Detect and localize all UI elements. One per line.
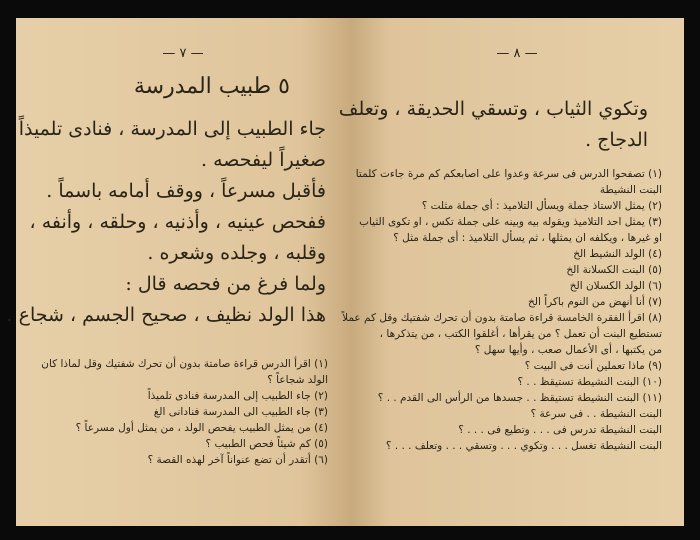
left-page xyxy=(6,18,350,526)
story-line: وقلبه ، وجلده وشعره . xyxy=(147,242,326,264)
exercise-list xyxy=(342,166,662,454)
exercise-line: البنت النشيطة تغسل . . . وتكوي . . . وتسقي . . . وتعلف . . . ؟ xyxy=(385,440,662,452)
exercise-line: (٤) الولد النشيط الخ xyxy=(573,248,662,260)
exercise-line: (٢) يمثل الاستاذ جملة ويسأل التلاميذ : أى جملة مثلت ؟ xyxy=(421,200,662,212)
story-line: وتكوي الثياب ، وتسقي الحديقة ، وتعلف xyxy=(338,98,648,120)
story-line: هذا الولد نظيف ، صحيح الجسم ، شجاع . xyxy=(6,304,326,326)
page-number: — ٧ — xyxy=(162,46,204,61)
lesson-title: ٥ طبيب المدرسة xyxy=(133,74,290,99)
exercise-line: (٦) الولد الكسلان الخ xyxy=(569,280,662,292)
story-line: صغيراً ليفحصه . xyxy=(201,149,326,171)
story-line: ولما فرغ من فحصه قال : xyxy=(125,273,326,295)
story-line: جاء الطبيب إلى المدرسة ، فنادى تلميذاً xyxy=(18,118,326,140)
story-text xyxy=(6,114,326,331)
exercise-line: البنت النشيطة . . فى سرعة ؟ xyxy=(530,408,662,420)
exercise-line: (١٠) البنت النشيطة تستيقظ . . ؟ xyxy=(517,376,662,388)
exercise-line: (٦) أتقدر أن تضع عنواناً آخر لهذه القصة ؟ xyxy=(147,454,328,466)
story-line: الدجاج . xyxy=(585,129,648,151)
exercise-list xyxy=(36,356,328,468)
story-line: فأقبل مسرعاً ، ووقف أمامه باسماً . xyxy=(46,180,326,202)
page-number: — ٨ — xyxy=(496,46,538,61)
exercise-line: (٥) البنت الكسلانة الخ xyxy=(566,264,662,276)
exercise-line: او غيرها ، ويكلفه ان يمثلها ، ثم يسأل التلاميذ : أى جملة مثل ؟ xyxy=(393,232,662,244)
exercise-line: (١) اقرأ الدرس قراءة صامتة بدون أن تحرك شفتيك وقل لماذا كان xyxy=(41,358,328,370)
story-line: ففحص عينيه ، وأذنيه ، وحلقه ، وأنفه ، xyxy=(29,211,326,233)
exercise-line: (١١) البنت النشيطة تستيقظ . . جسدها من الرأس الى القدم . . ؟ xyxy=(377,392,662,404)
exercise-line: الولد شجاعاً ؟ xyxy=(267,374,328,386)
exercise-line: (١) تصفحوا الدرس فى سرعة وعدوا على اصابعكم كم مرة جاءت كلمتا xyxy=(355,168,662,180)
exercise-line: (٥) كم شيئاً فحص الطبيب ؟ xyxy=(205,438,328,450)
exercise-line: (٢) جاء الطبيب إلى المدرسة فنادى تلميذاً xyxy=(147,390,328,402)
exercise-line: من يكتبها ، أى الأعمال صعب ، وأيها سهل ؟ xyxy=(474,344,662,356)
exercise-line: البنت النشيطة تدرس فى . . . وتطيع فى . . . ؟ xyxy=(458,424,662,436)
exercise-line: (٣) يمثل احد التلاميذ ويقوله بيه وبينه على جملة تكس ، او تكوى الثياب xyxy=(359,216,662,228)
exercise-line: (٧) أنا أنهض من النوم باكراً الخ xyxy=(527,296,662,308)
exercise-line: البنت النشيطة xyxy=(599,184,662,196)
exercise-line: (٩) ماذا تعملين أنت فى البيت ؟ xyxy=(524,360,662,372)
exercise-line: (٤) من يمثل الطبيب يفحص الولد ، من يمثل أول مسرعاً ؟ xyxy=(75,422,328,434)
right-page xyxy=(338,18,684,526)
story-text xyxy=(338,94,648,156)
exercise-line: (٣) جاء الطبيب الى المدرسة فنادانى الغ xyxy=(153,406,328,418)
exercise-line: تستطيع البنت أن تعمل ؟ من يقرأها ، أغلقوا الكتب ، من يتذكرها ، xyxy=(379,328,662,340)
exercise-line: (٨) اقرأ الفقرة الخامسة قراءة صامتة بدون أن تحرك شفتيك وقل كم عملاً xyxy=(342,312,662,324)
